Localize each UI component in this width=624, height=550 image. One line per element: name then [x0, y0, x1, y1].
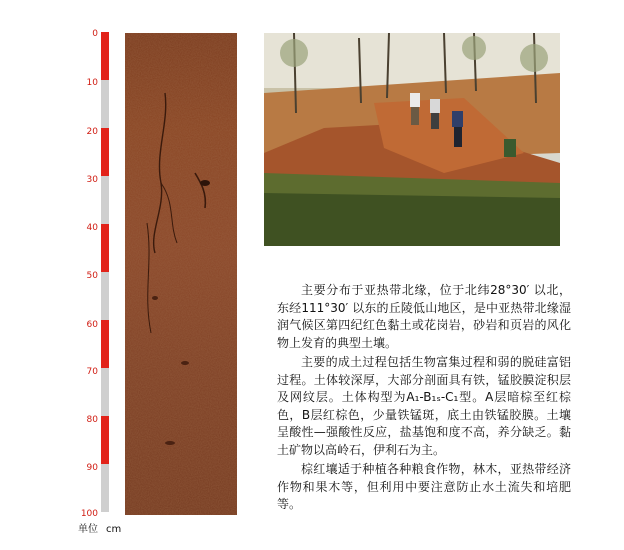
ruler-segment [101, 248, 109, 272]
soil-profile-photo [125, 33, 237, 515]
ruler-segment [101, 464, 109, 488]
ruler-segment [101, 296, 109, 320]
ruler-segment [101, 488, 109, 512]
paragraph-formation: 主要的成土过程包括生物富集过程和弱的脱硅富铝过程。土体较深厚，大部分剖面具有铁，锰胶膜淀积层及网纹层。土体构型为A₁-B₁ₛ-C₁型。A层暗棕至红棕色，B层红棕色，少量铁锰斑，底土由铁锰胶膜。土壤呈酸性—强酸性反应，盐基饱和度不高，养分缺乏。黏土矿物以高岭石，伊利石为主。 [277, 355, 571, 457]
ruler-segment [101, 32, 109, 56]
paragraph-utilization: 棕红壤适于种植各种粮食作物，林木，亚热带经济作物和果木等，但利用中要注意防止水土流失和培肥等。 [277, 462, 571, 511]
ruler-tick-label: 90 [86, 463, 98, 473]
ruler-segment [101, 392, 109, 416]
ruler-segment [101, 320, 109, 344]
ruler-segment [101, 152, 109, 176]
ruler-segment [101, 368, 109, 392]
field-survey-photo [264, 33, 560, 246]
soil-profile-texture [125, 33, 237, 515]
ruler-tick-label: 40 [86, 223, 98, 233]
ruler-segment [101, 80, 109, 104]
depth-ruler [101, 32, 109, 512]
field-scene [264, 33, 560, 246]
ruler-segment [101, 440, 109, 464]
ruler-tick-label: 60 [86, 320, 98, 330]
ruler-segment [101, 128, 109, 152]
unit-value: cm [106, 524, 122, 535]
ruler-tick-label: 80 [86, 415, 98, 425]
unit-label: 单位 [78, 524, 98, 535]
ruler-segment [101, 200, 109, 224]
ruler-tick-label: 20 [86, 127, 98, 137]
ruler-tick-label: 50 [86, 271, 98, 281]
ruler-segment [101, 224, 109, 248]
paragraph-distribution: 主要分布于亚热带北缘，位于北纬28°30′ 以北，东经111°30′ 以东的丘陵低山地区，是中亚热带北缘湿润气候区第四纪红色黏土或花岗岩，砂岩和页岩的风化物上发育的典型土壤。 [277, 283, 571, 350]
description-text [277, 282, 571, 516]
ruler-segment [101, 344, 109, 368]
ruler-segment [101, 272, 109, 296]
ruler-segment [101, 176, 109, 200]
ruler-segment [101, 56, 109, 80]
ruler-segment [101, 416, 109, 440]
ruler-tick-label: 100 [80, 509, 98, 519]
ruler-unit [78, 520, 121, 535]
ruler-tick-label: 10 [86, 78, 98, 88]
ruler-tick-label: 30 [86, 175, 98, 185]
ruler-tick-label: 0 [92, 29, 98, 39]
ruler-tick-label: 70 [86, 367, 98, 377]
ruler-segment [101, 104, 109, 128]
